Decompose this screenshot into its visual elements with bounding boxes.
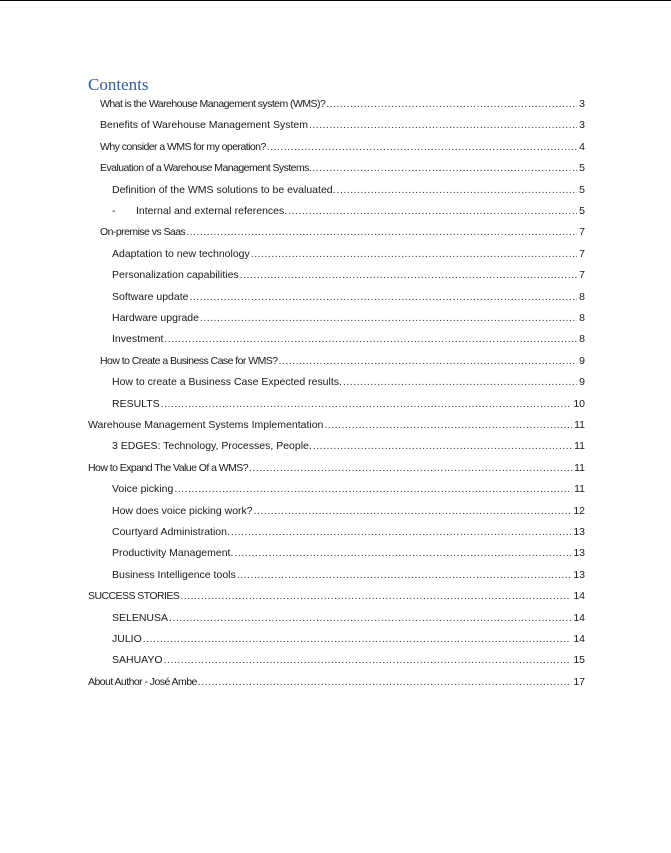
toc-page-number[interactable]: 7 [579, 247, 585, 260]
toc-page-number[interactable]: 8 [579, 333, 585, 346]
toc-dot-leader [186, 224, 577, 240]
toc-entry-label[interactable]: Software update [112, 290, 189, 303]
toc-dot-leader [279, 353, 578, 369]
toc-page-number[interactable]: 5 [579, 183, 585, 196]
toc-dot-leader [231, 524, 571, 540]
toc-title: Contents [88, 75, 149, 94]
toc-entry[interactable] [112, 374, 585, 390]
toc-entry[interactable] [100, 139, 585, 155]
toc-entry[interactable] [112, 524, 585, 540]
toc-dot-leader [312, 160, 577, 176]
toc-entry-label[interactable]: SAHUAYO [112, 654, 163, 667]
toc-entry-bullet: - [112, 205, 116, 217]
toc-dot-leader [337, 182, 578, 198]
toc-page-number[interactable]: 13 [573, 547, 585, 560]
toc-page-number[interactable]: 8 [579, 312, 585, 324]
toc-page-number[interactable]: 11 [574, 440, 585, 453]
toc-entry[interactable] [100, 160, 585, 176]
toc-entry[interactable] [112, 310, 585, 326]
toc-dot-leader [169, 610, 571, 626]
toc-page-number[interactable]: 5 [579, 162, 585, 175]
toc-entry-label[interactable]: About Author - José Ambe [88, 675, 197, 688]
toc-entry[interactable] [112, 567, 585, 583]
toc-page-number[interactable]: 17 [573, 675, 585, 688]
toc-entry-label[interactable]: Courtyard Administration. [112, 526, 230, 538]
toc-page-number[interactable]: 9 [579, 376, 585, 389]
toc-page-number[interactable]: 5 [579, 205, 585, 217]
toc-entry-label[interactable]: How to Expand The Value Of a WMS? [88, 461, 249, 474]
toc-entry-label[interactable]: Evaluation of a Warehouse Management Systems. [100, 162, 312, 175]
toc-dot-leader [174, 481, 572, 497]
toc-entry[interactable] [112, 331, 585, 347]
toc-entry[interactable] [88, 674, 585, 690]
toc-entry[interactable] [112, 203, 585, 219]
toc-page-number[interactable]: 14 [573, 611, 585, 624]
toc-page-number[interactable]: 14 [573, 633, 585, 645]
toc-page-number[interactable]: 11 [574, 461, 585, 474]
toc-dot-leader [267, 139, 577, 155]
toc-dot-leader [200, 310, 577, 326]
toc-entry-label[interactable]: How to Create a Business Case for WMS? [100, 354, 278, 367]
toc-entry-label[interactable]: What is the Warehouse Management system (WMS)? [100, 98, 326, 110]
toc-entry-label[interactable]: How does voice picking work? [112, 504, 253, 517]
toc-dot-leader [324, 417, 572, 433]
toc-entry-label[interactable]: SELENUSA [112, 611, 169, 624]
toc-entry-label[interactable]: Adaptation to new technology [112, 247, 250, 260]
toc-dot-leader [164, 652, 572, 668]
toc-dot-leader [309, 117, 577, 133]
toc-page-number[interactable]: 12 [573, 504, 585, 517]
toc-dot-leader [234, 545, 571, 561]
toc-dot-leader [343, 374, 577, 390]
toc-dot-leader [161, 396, 572, 412]
toc-dot-leader [240, 267, 578, 283]
toc-entry[interactable] [100, 224, 585, 240]
toc-entry[interactable] [112, 610, 585, 626]
toc-entry[interactable] [100, 353, 585, 369]
toc-page-number[interactable]: 14 [573, 590, 585, 603]
toc-entry-label[interactable]: SUCCESS STORIES [88, 590, 180, 603]
toc-entry[interactable] [112, 481, 585, 497]
toc-entry[interactable] [112, 631, 585, 647]
toc-entry[interactable] [112, 396, 585, 412]
toc-entry-label[interactable]: JULIO [112, 633, 142, 645]
toc-page-number[interactable]: 11 [574, 419, 585, 431]
toc-entry-label[interactable]: RESULTS [112, 397, 160, 410]
toc-page-number[interactable]: 11 [574, 483, 585, 496]
toc-dot-leader [249, 460, 572, 476]
toc-entry[interactable] [112, 289, 585, 305]
toc-dot-leader [198, 674, 572, 690]
toc-entry-label[interactable]: Benefits of Warehouse Management System [100, 119, 308, 132]
toc-entry-label[interactable]: Warehouse Management Systems Implementation [88, 419, 324, 431]
toc-entry[interactable] [112, 545, 585, 561]
toc-dot-leader [254, 503, 572, 519]
toc-dot-leader [143, 631, 572, 647]
toc-page-number[interactable]: 10 [573, 397, 585, 410]
toc-entry[interactable] [100, 117, 585, 133]
toc-entry-label[interactable]: Internal and external references. [136, 205, 288, 217]
toc-entry-label[interactable]: 3 EDGES: Technology, Processes, People. [112, 440, 312, 453]
toc-dot-leader [164, 331, 577, 347]
toc-page-number[interactable]: 3 [579, 119, 585, 132]
toc-dot-leader [288, 203, 577, 219]
toc-dot-leader [189, 289, 577, 305]
toc-page-number[interactable]: 15 [573, 654, 585, 667]
toc-page-number[interactable]: 7 [579, 226, 585, 239]
toc-page-number[interactable]: 3 [579, 98, 585, 110]
toc-page-number[interactable]: 8 [579, 290, 585, 303]
toc-page-number[interactable]: 7 [579, 269, 585, 282]
toc-entry[interactable] [88, 588, 585, 604]
toc-entry-label[interactable]: Voice picking [112, 483, 174, 496]
toc-entry[interactable] [112, 246, 585, 262]
toc-page-number[interactable]: 13 [573, 568, 585, 581]
toc-entry-label[interactable]: On-premise vs Saas [100, 226, 186, 239]
toc-entry-label[interactable]: Definition of the WMS solutions to be evaluated. [112, 183, 336, 196]
toc-page-number[interactable]: 4 [579, 140, 585, 153]
toc-entry-label[interactable]: Investment [112, 333, 164, 346]
toc-dot-leader [251, 246, 577, 262]
toc-entry[interactable] [112, 438, 585, 454]
toc-entry-label[interactable]: Hardware upgrade [112, 312, 199, 324]
toc-entry[interactable] [100, 96, 585, 112]
toc-entry-label[interactable]: Why consider a WMS for my operation? [100, 140, 266, 153]
toc-dot-leader [326, 96, 577, 112]
toc-entry[interactable] [112, 652, 585, 668]
toc-dot-leader [180, 588, 571, 604]
toc-entry-label[interactable]: How to create a Business Case Expected results. [112, 376, 342, 389]
toc-dot-leader [237, 567, 572, 583]
toc-entry[interactable] [88, 460, 585, 476]
toc-dot-leader [313, 438, 572, 454]
toc-entry[interactable] [112, 182, 585, 198]
toc-entry-label[interactable]: Business Intelligence tools [112, 568, 236, 581]
toc-entry-label[interactable]: Productivity Management. [112, 547, 234, 560]
toc-entry-label[interactable]: Personalization capabilities [112, 269, 239, 282]
toc-entry[interactable] [112, 503, 585, 519]
toc-entry[interactable] [112, 267, 585, 283]
toc-page-number[interactable]: 9 [579, 354, 585, 367]
toc-entry[interactable] [88, 417, 585, 433]
toc-page-number[interactable]: 13 [573, 526, 585, 538]
